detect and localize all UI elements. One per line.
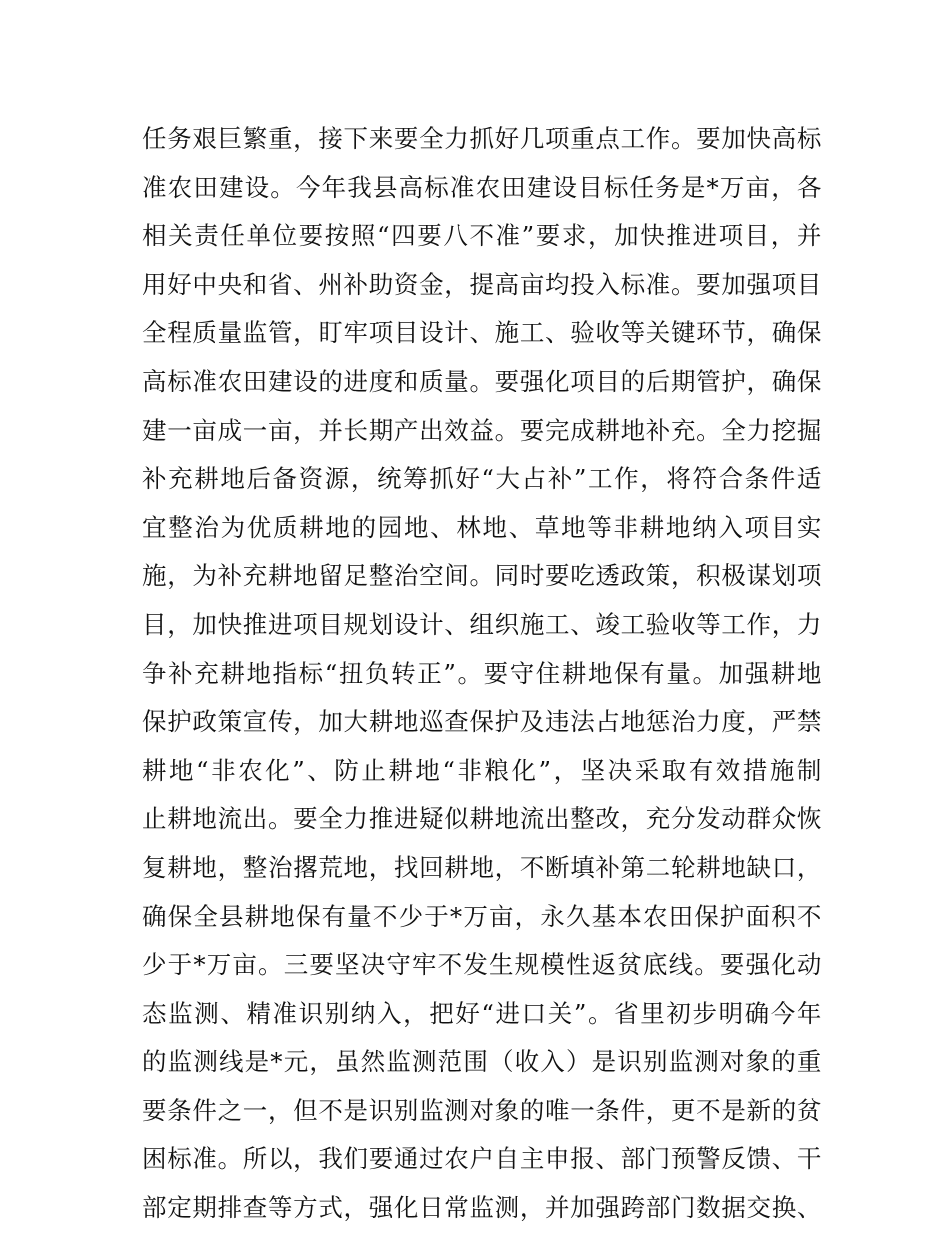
text-line-3: 相关责任单位要按照“四要八不准”要求，加快推进项目，并 xyxy=(142,221,822,251)
text-line-11: 目，加快推进项目规划设计、组织施工、竣工验收等工作，力 xyxy=(142,609,822,639)
body-paragraph xyxy=(142,115,822,1233)
text-line-14: 耕地“非农化”、防止耕地“非粮化”，坚决采取有效措施制 xyxy=(142,755,822,785)
text-line-9: 宜整治为优质耕地的园地、林地、草地等非耕地纳入项目实 xyxy=(142,512,822,542)
text-line-20: 的监测线是*元，虽然监测范围（收入）是识别监测对象的重 xyxy=(142,1047,822,1077)
text-line-16: 复耕地，整治撂荒地，找回耕地，不断填补第二轮耕地缺口， xyxy=(142,852,822,882)
text-line-2: 准农田建设。今年我县高标准农田建设目标任务是*万亩，各 xyxy=(142,172,822,202)
text-line-15: 止耕地流出。要全力推进疑似耕地流出整改，充分发动群众恢 xyxy=(142,804,822,834)
text-line-23: 部定期排查等方式，强化日常监测，并加强跨部门数据交换、 xyxy=(142,1193,822,1223)
text-line-22: 困标准。所以，我们要通过农户自主申报、部门预警反馈、干 xyxy=(142,1144,822,1174)
text-line-5: 全程质量监管，盯牢项目设计、施工、验收等关键环节，确保 xyxy=(142,318,822,348)
text-line-13: 保护政策宣传，加大耕地巡查保护及违法占地惩治力度，严禁 xyxy=(142,707,822,737)
text-line-17: 确保全县耕地保有量不少于*万亩，永久基本农田保护面积不 xyxy=(142,901,822,931)
text-line-18: 少于*万亩。三要坚决守牢不发生规模性返贫底线。要强化动 xyxy=(142,950,822,980)
text-line-19: 态监测、精准识别纳入，把好“进口关”。省里初步明确今年 xyxy=(142,998,822,1028)
text-line-10: 施，为补充耕地留足整治空间。同时要吃透政策，积极谋划项 xyxy=(142,561,822,591)
text-line-12: 争补充耕地指标“扭负转正”。要守住耕地保有量。加强耕地 xyxy=(142,658,822,688)
text-line-1: 任务艰巨繁重，接下来要全力抓好几项重点工作。要加快高标 xyxy=(142,124,822,153)
text-line-7: 建一亩成一亩，并长期产出效益。要完成耕地补充。全力挖掘 xyxy=(142,415,822,445)
text-line-8: 补充耕地后备资源，统筹抓好“大占补”工作，将符合条件适 xyxy=(142,464,822,494)
text-line-6: 高标准农田建设的进度和质量。要强化项目的后期管护，确保 xyxy=(142,366,822,396)
text-line-21: 要条件之一，但不是识别监测对象的唯一条件，更不是新的贫 xyxy=(142,1095,822,1125)
text-line-4: 用好中央和省、州补助资金，提高亩均投入标准。要加强项目 xyxy=(142,269,822,299)
